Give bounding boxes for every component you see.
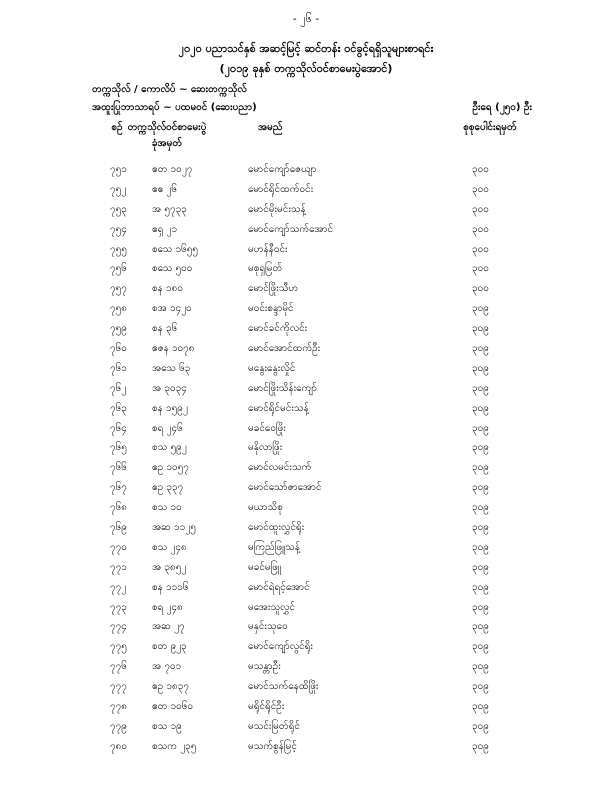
roll-number: အဆ ၂၇ <box>152 621 185 633</box>
row-number: ၇၇၄ <box>110 621 127 633</box>
total-marks: ၃၀၉ <box>472 343 489 355</box>
student-name: မောင်ရိုင်ထက်ဝင်း <box>248 183 314 195</box>
row-number: ၇၆၉ <box>110 522 127 534</box>
student-name: မောင်ကျော်လွင်ရိုး <box>248 641 313 653</box>
roll-number: ဧဧ ၂၆ <box>152 183 177 195</box>
roll-number: စသ ၁၀ <box>152 502 182 514</box>
student-name: မရိုင်ရိုင်ဦး <box>248 701 285 713</box>
student-name: မောင်မိုးမင်းသန့် <box>248 203 306 215</box>
table-row <box>0 460 612 480</box>
table-row <box>0 619 612 639</box>
total-marks: ၃၀၉ <box>472 661 489 673</box>
row-number: ၇၆၅ <box>110 442 127 454</box>
row-number: ၇၅၁ <box>110 164 127 175</box>
table-row <box>0 540 612 560</box>
row-number: ၇၇၃ <box>110 601 127 613</box>
row-number: ၇၆၈ <box>110 502 127 514</box>
total-marks: ၃၀၉ <box>472 681 489 693</box>
row-number: ၇၈၀ <box>110 740 127 752</box>
roll-number: စတ ၉၂၃ <box>152 641 187 653</box>
total-marks: ၃၀၉ <box>472 541 489 553</box>
student-name: မောင်အောင်ထက်ဦး <box>248 343 321 355</box>
row-number: ၇၆၆ <box>110 462 127 474</box>
table-row <box>0 162 612 182</box>
student-name: မောင်လမင်းသက် <box>248 462 312 474</box>
roll-number: အ ၃၀၃၄ <box>152 382 187 394</box>
header-roll-sub: ခုံအမှတ် <box>151 138 183 149</box>
total-marks: ၃၀၀ <box>472 223 489 235</box>
total-marks: ၃၀၀ <box>472 243 489 255</box>
table-row <box>0 719 612 739</box>
roll-number: စသ ၂၄၈ <box>152 541 187 553</box>
total-marks: ၃၀၉ <box>472 561 489 573</box>
total-marks: ၃၀၀ <box>472 164 489 175</box>
roll-number: အဆ ၁၁၂၅ <box>152 522 196 534</box>
row-number: ၇၇၇ <box>110 681 127 693</box>
row-number: ၇၇၂ <box>110 581 127 593</box>
student-name: မသင်းမြတ်ရိုင် <box>248 720 300 732</box>
table-row <box>0 361 612 381</box>
student-name: မောင်သော်ဇာအောင် <box>248 482 322 494</box>
total-marks: ၃၀၀ <box>472 183 489 195</box>
roll-number: စသေ ၁၆၅၅ <box>152 243 199 255</box>
student-name: မောင်ခင်ကိုလင်း <box>248 323 308 335</box>
total-marks: ၃၀၉ <box>472 740 489 752</box>
roll-number: စရ ၂၄၈ <box>152 601 183 613</box>
row-number: ၇၆၃ <box>110 402 127 414</box>
row-number: ၇၅၇ <box>110 283 127 295</box>
document-title: ၂၀၂၀ ပညာသင်နှစ် အဆင့်မြင့် ဆင်တန်း ဝင်ခွင့်ရရှိသူများစာရင်း <box>178 42 434 55</box>
total-marks: ၃၀၀ <box>472 263 489 275</box>
total-marks: ၃၀၉ <box>472 442 489 454</box>
header-no: စဉ် <box>111 122 123 133</box>
total-marks: ၃၀၉ <box>472 362 489 374</box>
faculty-line: တက္ကသိုလ် / ကောလိပ် ~ ဆေးတက္ကသိုလ် <box>92 84 247 95</box>
roll-number: ဧရှ ၂၁ <box>152 223 178 235</box>
total-marks: ၃၀၉ <box>472 720 489 732</box>
total-marks: ၃၀၉ <box>472 402 489 414</box>
row-number: ၇၇၀ <box>110 541 127 553</box>
table-row <box>0 679 612 699</box>
roll-number: အ ၃၈၅၂ <box>152 561 187 573</box>
row-number: ၇၇၆ <box>110 661 127 673</box>
document-subtitle: (၂၀၁၉ ခုနှစ် တက္ကသိုလ်ဝင်စာမေးပွဲအောင်) <box>219 62 393 75</box>
row-number: ၇၅၄ <box>110 223 127 235</box>
student-name: မောင်ထူးလွှင်ရိုး <box>248 522 305 534</box>
row-number: ၇၅၃ <box>110 203 127 215</box>
row-number: ၇၆၇ <box>110 482 127 494</box>
row-number: ၇၆၁ <box>110 362 127 374</box>
header-roll: တက္ကသိုလ်ဝင်စာမေးပွဲ <box>127 122 207 133</box>
results-table <box>0 162 612 759</box>
table-row <box>0 520 612 540</box>
student-name: မောင်ရဲရင့်အောင် <box>248 581 310 593</box>
student-name: မခင်ဝေဖြိုး <box>248 422 286 434</box>
row-number: ၇၇၉ <box>110 720 127 732</box>
roll-number: စသ ၁၉ <box>152 720 182 732</box>
table-row <box>0 659 612 679</box>
total-count: ဦးရေ (၂၅၀) ဦး <box>472 102 532 113</box>
student-name: မသန္တာဦး <box>248 661 281 673</box>
student-name: မောင်ကျော်သက်အောင် <box>248 223 334 235</box>
roll-number: ဧတ ၁၀၆၀ <box>152 701 194 713</box>
table-row <box>0 440 612 460</box>
table-row <box>0 560 612 580</box>
student-name: မောင်ကျော်ဇေယျာ <box>248 164 317 175</box>
roll-number: ဧဇန ၁၀၇၈ <box>152 343 195 355</box>
table-row <box>0 699 612 719</box>
row-number: ၇၅၂ <box>110 183 127 195</box>
roll-number: အ ၇၀၁ <box>152 661 182 673</box>
total-marks: ၃၀၀ <box>472 203 489 215</box>
row-number: ၇၇၅ <box>110 641 127 653</box>
roll-number: စန ၁၅၉၂ <box>152 402 188 414</box>
total-marks: ၃၀၉ <box>472 462 489 474</box>
total-marks: ၃၀၉ <box>472 522 489 534</box>
total-marks: ၃၀၉ <box>472 382 489 394</box>
roll-number: စန ၃၆ <box>152 323 178 335</box>
row-number: ၇၅၅ <box>110 243 127 255</box>
total-marks: ၃၀၉ <box>472 303 489 315</box>
total-marks: ၃၀၉ <box>472 482 489 494</box>
row-number: ၇၆၀ <box>110 343 127 355</box>
roll-number: စသ ၅၉၂ <box>152 442 187 454</box>
student-name: မောင်ဖြိုးသီဟ <box>248 283 299 295</box>
row-number: ၇၆၂ <box>110 382 127 394</box>
row-number: ၇၇၁ <box>110 561 127 573</box>
student-name: မအေးသူလွှင် <box>248 601 296 613</box>
total-marks: ၃၀၉ <box>472 422 489 434</box>
student-name: မဝင်းစန္ဒာမိုင် <box>248 303 294 315</box>
table-row <box>0 301 612 321</box>
student-name: မောင်ဖြိုးသိန်းကျော် <box>248 382 318 394</box>
table-row <box>0 739 612 759</box>
roll-number: စန ၁၈၀ <box>152 283 183 295</box>
table-row <box>0 202 612 222</box>
table-row <box>0 639 612 659</box>
table-row <box>0 261 612 281</box>
table-row <box>0 321 612 341</box>
roll-number: ဧဥ ၁၈၃၇ <box>152 681 189 693</box>
total-marks: ၃၀၉ <box>472 641 489 653</box>
total-marks: ၃၀၀ <box>472 283 489 295</box>
total-marks: ၃၀၉ <box>472 502 489 514</box>
student-name: မယာသိစု <box>248 502 283 514</box>
total-marks: ၃၀၉ <box>472 323 489 335</box>
row-number: ၇၅၆ <box>110 263 127 275</box>
table-row <box>0 600 612 620</box>
total-marks: ၃၀၉ <box>472 601 489 613</box>
total-marks: ၃၀၉ <box>472 581 489 593</box>
table-row <box>0 421 612 441</box>
student-name: မခင်မဖြူ <box>248 561 281 573</box>
table-row <box>0 242 612 262</box>
student-name: မဟန်နီဝင်း <box>248 243 288 255</box>
row-number: ၇၅၉ <box>110 323 127 335</box>
student-name: မောင်သက်နေထိဖြိုး <box>248 681 319 693</box>
table-row <box>0 500 612 520</box>
header-name: အမည် <box>258 122 283 133</box>
roll-number: အသေ ၆၃ <box>152 362 191 374</box>
student-name: မနှင်းသုဝေ <box>248 621 288 633</box>
student-name: မောင်ရိုင်မင်းသန့် <box>248 402 309 414</box>
roll-number: ဧတ ၁၀၂၇ <box>152 164 193 175</box>
student-name: မသက်စွန်မြင့် <box>248 740 297 752</box>
student-name: မနွေးနွေးလှိုင် <box>248 362 296 374</box>
row-number: ၇၇၈ <box>110 701 127 713</box>
header-amount: စုစုပေါင်းရမှတ် <box>463 122 517 133</box>
total-marks: ၃၀၉ <box>472 701 489 713</box>
total-marks: ၃၀၉ <box>472 621 489 633</box>
roll-number: ဧဥ ၃၃၇ <box>152 482 184 494</box>
table-row <box>0 182 612 202</box>
student-name: မနိုလာဖြိုး <box>248 442 283 454</box>
table-row <box>0 381 612 401</box>
roll-number: စရ ၂၄၆ <box>152 422 183 434</box>
student-name: မစုရှမြတ် <box>248 263 283 275</box>
roll-number: ဧဥ ၁၀၅၇ <box>152 462 189 474</box>
student-name: မကြည်ဖြူသန့် <box>248 541 300 553</box>
roll-number: စန ၁၁၁၆ <box>152 581 189 593</box>
roll-number: စသေ ၅၀၀ <box>152 263 193 275</box>
row-number: ၇၅၈ <box>110 303 127 315</box>
table-row <box>0 222 612 242</box>
roll-number: စအ ၁၄၂၀ <box>152 303 192 315</box>
roll-number: အ ၅၇၃၃ <box>152 203 187 215</box>
region-line: အထူးပြုဘာသာရပ် ~ ပထမဝင် (ဆေးပညာ) <box>92 102 257 113</box>
table-row <box>0 401 612 421</box>
table-row <box>0 341 612 361</box>
page-number: - ၂၆ - <box>292 12 320 25</box>
table-row <box>0 281 612 301</box>
row-number: ၇၆၄ <box>110 422 127 434</box>
roll-number: စသက ၂၃၅ <box>152 740 197 752</box>
table-row <box>0 480 612 500</box>
table-row <box>0 580 612 600</box>
